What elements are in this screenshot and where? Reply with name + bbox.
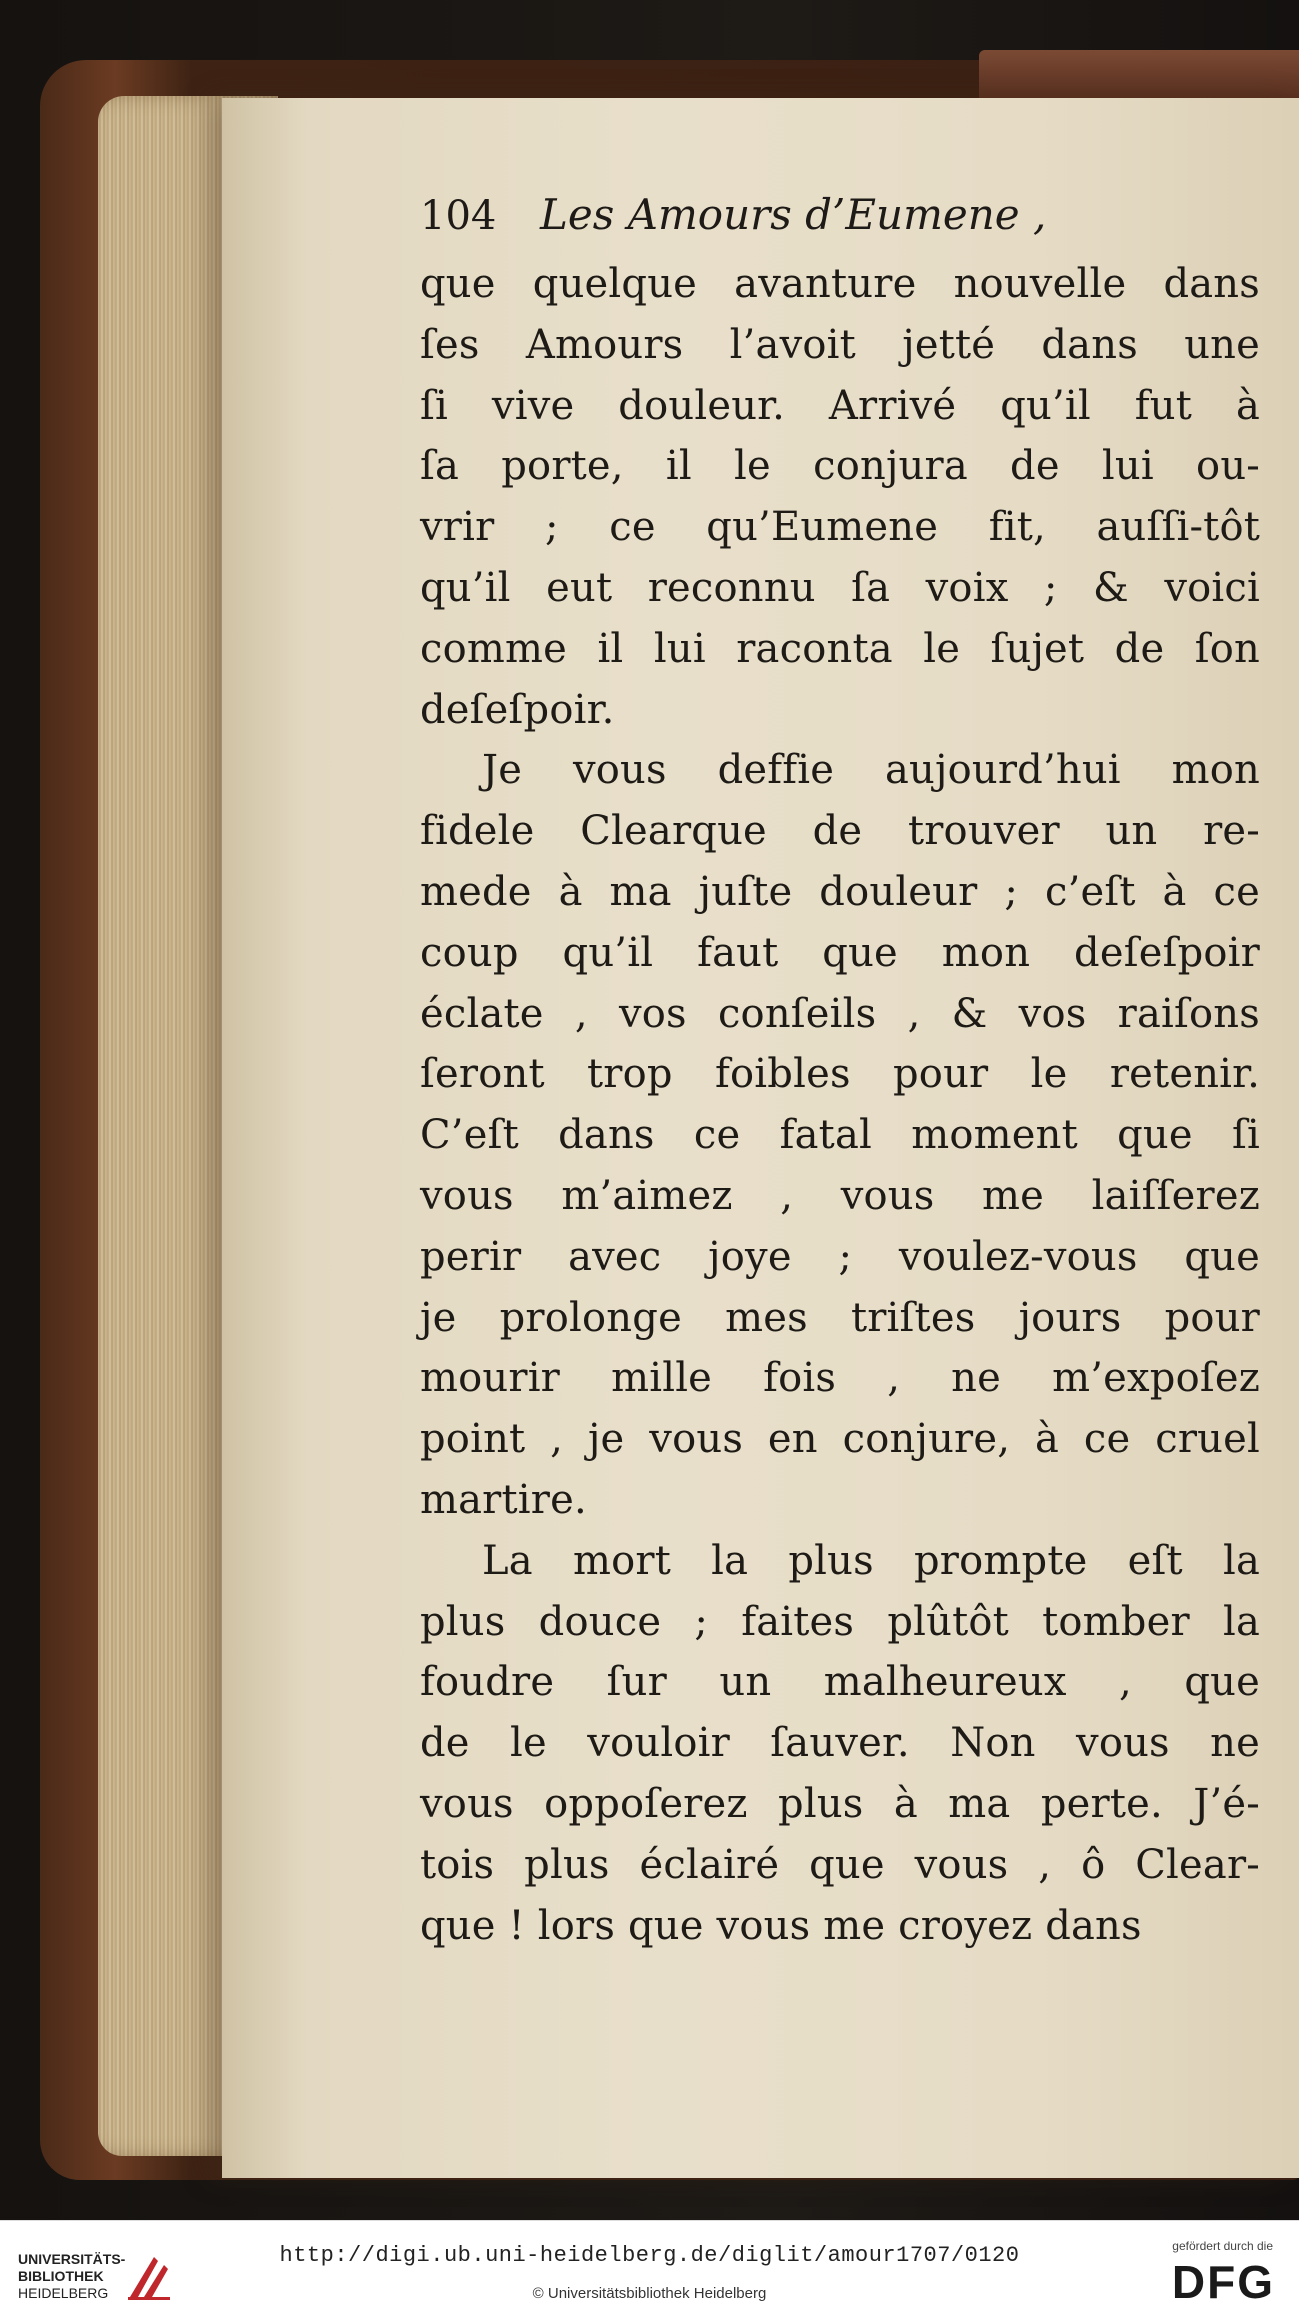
paragraph [420,740,1260,1530]
text-line: de le vouloir ſauver. Non vous ne [420,1720,1260,1767]
dfg-logo: DFG [1171,2256,1275,2308]
text-line: vous oppoſerez plus à ma perte. J’é- [420,1780,1260,1827]
text-line: vous m’aimez , vous me laiſſerez [420,1172,1260,1219]
funding-note: gefördert durch die [1172,2239,1273,2253]
text-line: comme il lui raconta le ſujet de ſon [420,625,1260,672]
text-line: C’eſt dans ce fatal moment que ſi [420,1112,1260,1159]
text-line: ſi vive douleur. Arrivé qu’il fut à [420,382,1260,429]
text-line: tois plus éclairé que vous , ô Clear- [420,1841,1260,1888]
logo-line: BIBLIOTHEK [18,2268,104,2284]
book-page [222,98,1299,2178]
page-number: 104 [420,193,497,239]
page-header [420,190,1260,254]
running-head: Les Amours d’Eumene , [540,190,1047,239]
viewer-footer [0,2220,1299,2318]
page-url-link[interactable]: http://digi.ub.uni-heidelberg.de/diglit/amour1707/0120 [279,2243,1020,2268]
text-line: point , je vous en conjure, à ce cruel [420,1416,1260,1463]
text-line: ſes Amours l’avoit jetté dans une [420,321,1260,368]
body-text [420,254,1260,1956]
text-line: je prolonge mes triſtes jours pour [420,1294,1260,1341]
text-line: martire. [420,1476,587,1523]
text-line: coup qu’il faut que mon deſeſpoir [420,929,1260,976]
text-line: ſa porte, il le conjura de lui ou- [420,443,1260,490]
text-line: que quelque avanture nouvelle dans [420,261,1260,307]
text-line: La mort la plus prompte eſt la [482,1537,1260,1584]
text-line: perir avec joye ; voulez-vous que [420,1233,1260,1280]
text-line: deſeſpoir. [420,686,615,733]
copyright-notice: © Universitätsbibliothek Heidelberg [532,2285,767,2302]
text-line: Je vous deffie aujourd’hui mon [482,747,1260,794]
text-line: qu’il eut reconnu ſa voix ; & voici [420,564,1260,611]
text-line: mede à ma juſte douleur ; c’eſt à ce [420,868,1260,915]
cover-edge [979,50,1299,98]
text-line: fidele Clearque de trouver un re- [420,808,1260,855]
text-line: ſeront trop foibles pour le retenir. [420,1051,1260,1098]
page-text-block [420,190,1260,1956]
paragraph [420,254,1260,740]
paragraph [420,1531,1260,1957]
text-line: éclate , vos conſeils , & vos raiſons [420,990,1260,1037]
text-line: mourir mille fois , ne m’expoſez [420,1355,1260,1402]
logo-line: HEIDELBERG [18,2285,109,2301]
text-line: vrir ; ce qu’Eumene fit, auſſi-tôt [420,504,1260,551]
text-line: plus douce ; faites plûtôt tomber la [420,1598,1260,1645]
text-line: que ! lors que vous me croyez dans [420,1902,1142,1949]
logo-line: UNIVERSITÄTS- [18,2251,126,2267]
text-line: foudre ſur un malheureux , que [420,1659,1260,1706]
